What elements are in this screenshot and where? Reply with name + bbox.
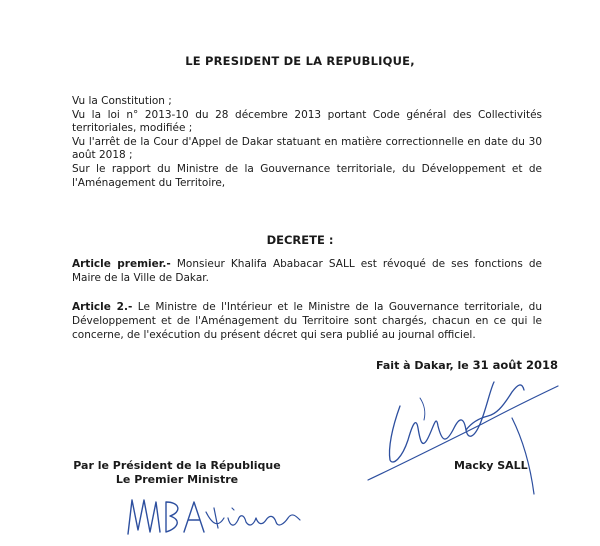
article-premier-label: Article premier.- bbox=[72, 258, 171, 270]
article-2 bbox=[72, 301, 542, 342]
president-name: Macky SALL bbox=[454, 459, 528, 472]
visa-arret: Vu l'arrêt de la Cour d'Appel de Dakar statuant en matière correctionnelle en date du 30 août 2018 ; bbox=[72, 135, 542, 162]
article-premier-text: Monsieur Khalifa Ababacar SALL est révoqué de ses fonctions de Maire de la Ville de Dakar. bbox=[72, 258, 542, 284]
countersign-line-1: Par le Président de la République bbox=[73, 459, 281, 472]
decrete-heading: DECRETE : bbox=[266, 233, 334, 247]
place-label: Fait à Dakar, le bbox=[376, 359, 469, 372]
countersign-line-2: Le Premier Ministre bbox=[115, 472, 239, 486]
prime-minister-signature bbox=[120, 494, 310, 542]
decree-title: LE PRESIDENT DE LA REPUBLIQUE, bbox=[185, 54, 415, 68]
article-premier bbox=[72, 258, 542, 286]
article-2-text: Le Ministre de l'Intérieur et le Ministre de la Gouvernance territoriale, du Développement et de l'Aménagement du Territoire sont chargés, chacun en ce qui le concerne, de l'exécution du présent décret qui sera publié au journal officiel. bbox=[72, 301, 542, 341]
countersign-block bbox=[62, 459, 292, 486]
visa-constitution: Vu la Constitution ; bbox=[72, 95, 172, 107]
visas-block bbox=[72, 95, 542, 190]
visa-loi: Vu la loi n° 2013-10 du 28 décembre 2013 portant Code général des Collectivités territoriales, modifiée ; bbox=[72, 108, 542, 135]
decree-date: 31 août 2018 bbox=[472, 358, 558, 372]
visa-rapport: Sur le rapport du Ministre de la Gouvernance territoriale, du Développement et de l'Aménagement du Territoire, bbox=[72, 162, 542, 189]
article-2-label: Article 2.- bbox=[72, 301, 133, 313]
president-signature bbox=[362, 368, 572, 498]
